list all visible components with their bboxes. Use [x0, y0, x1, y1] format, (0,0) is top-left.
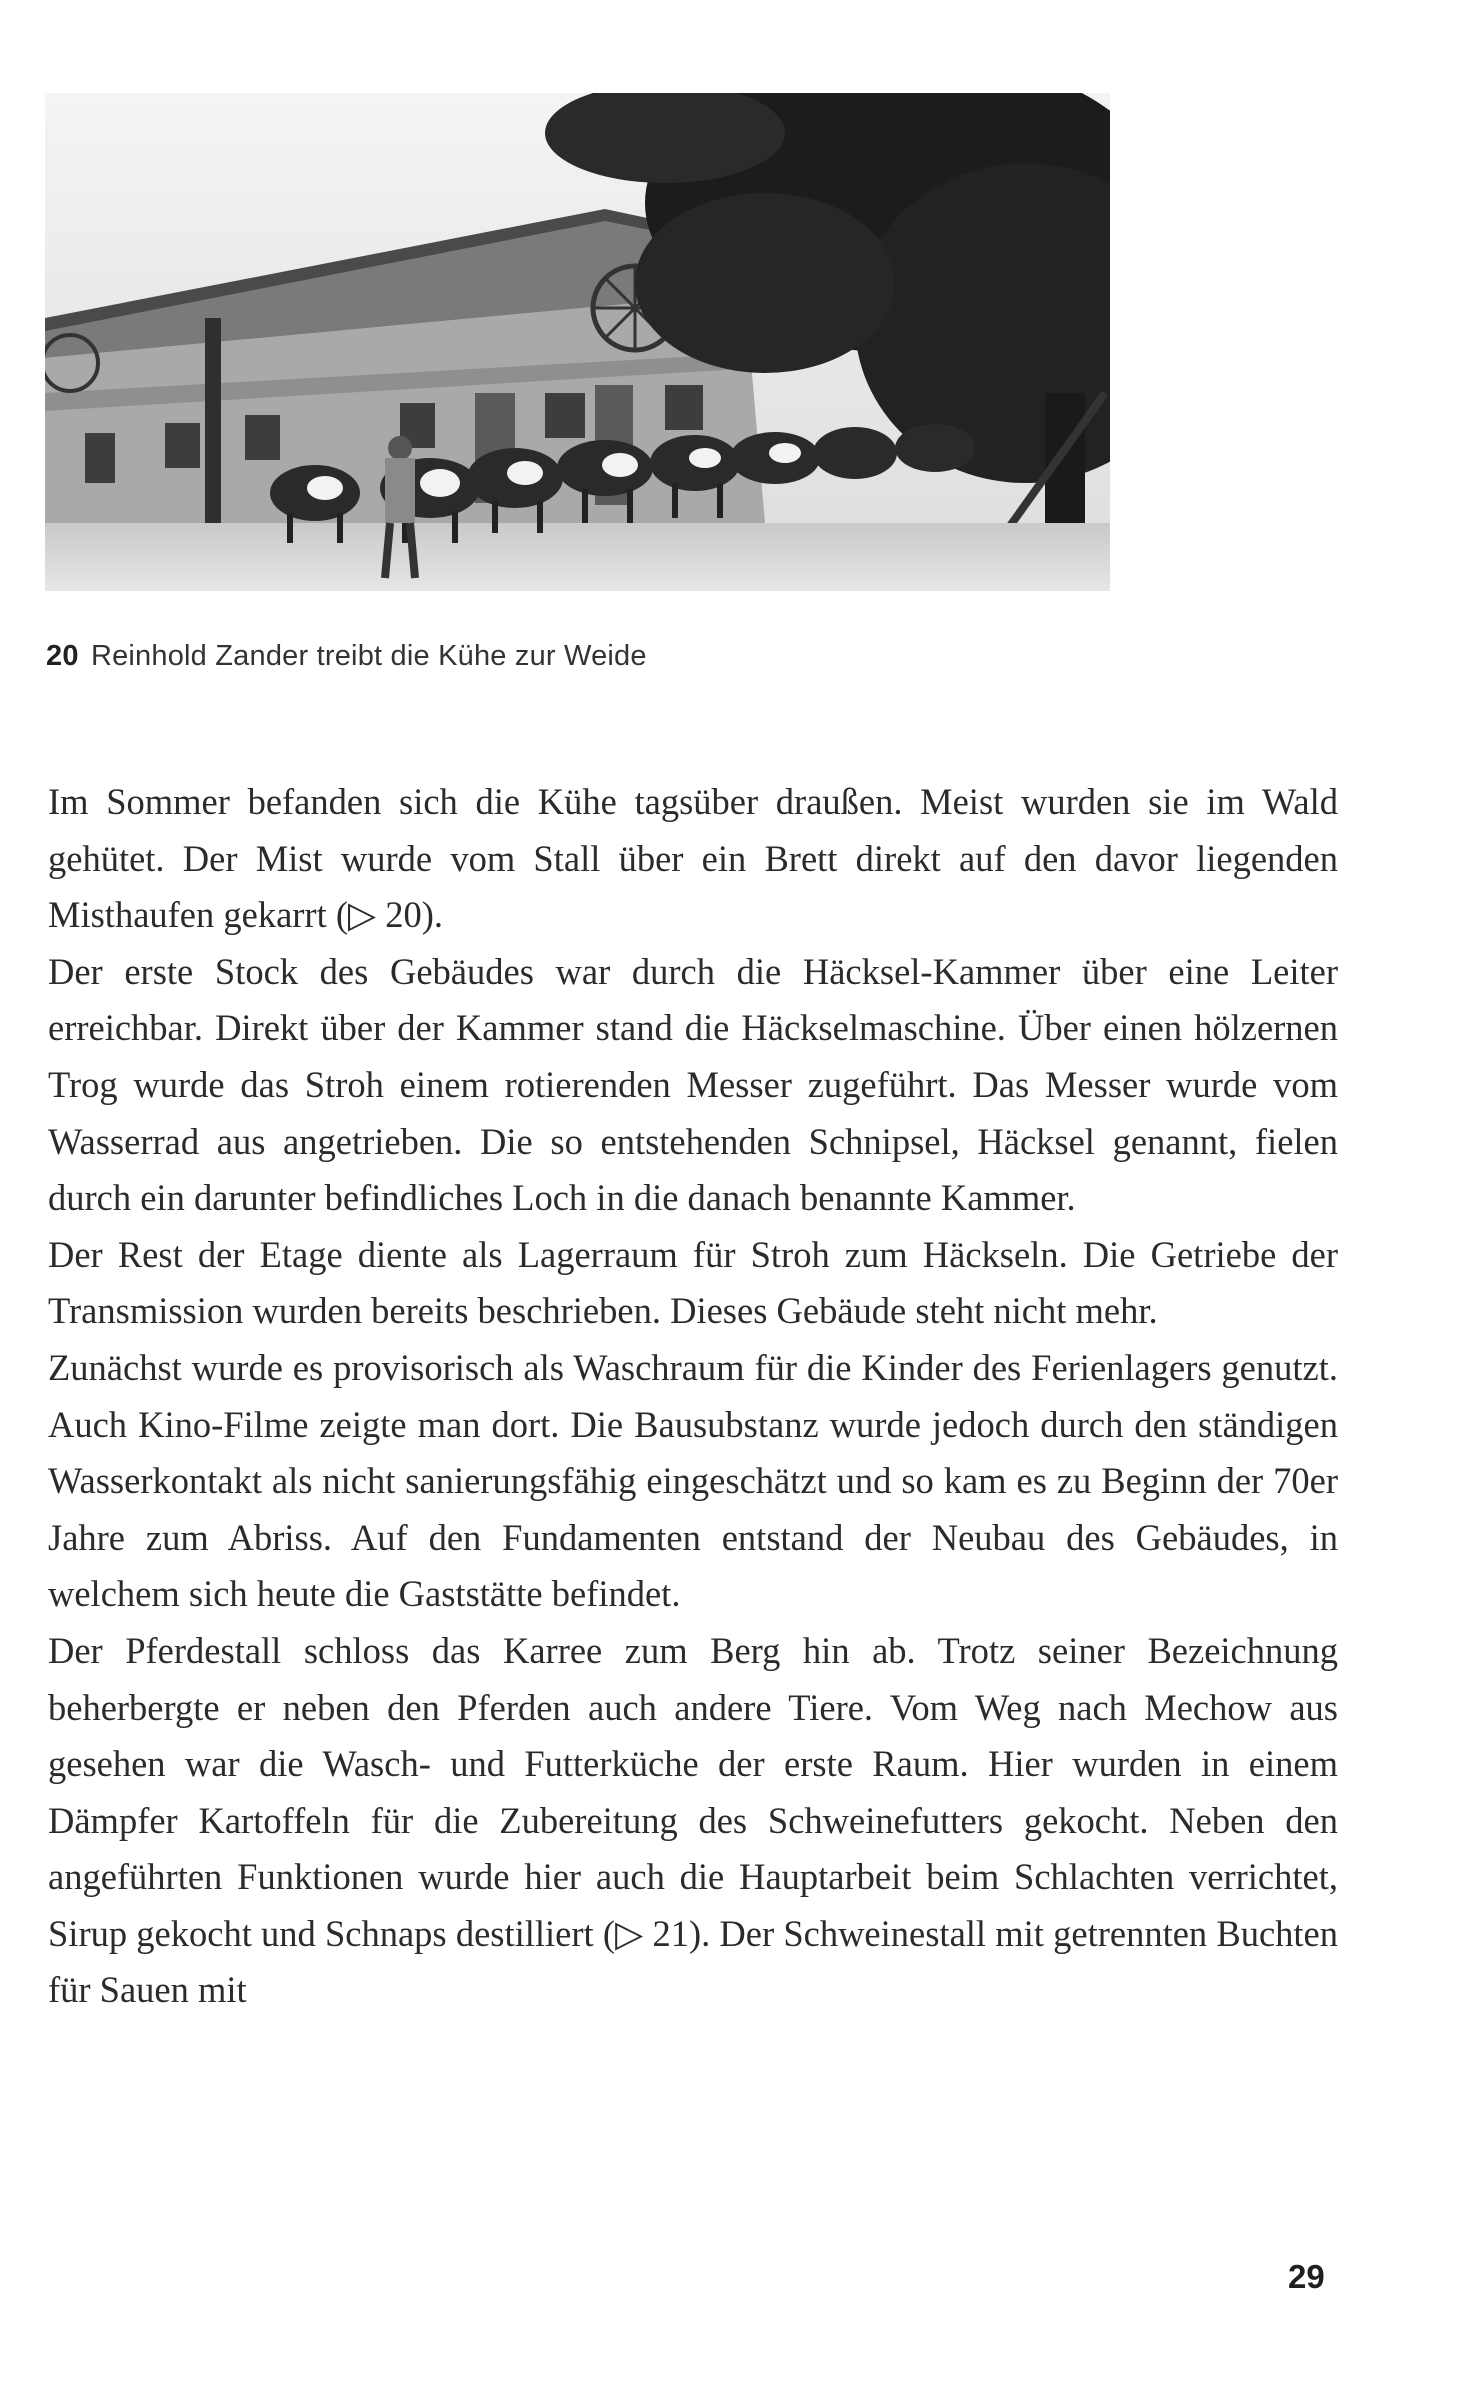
- paragraph-3: Der Rest der Etage diente als Lagerraum für Stroh zum Häckseln. Die Getriebe der Transmission wurden bereits beschrieben. Dieses Gebäude steht nicht mehr.: [48, 1233, 1338, 1332]
- paragraph-5: Der Pferdestall schloss das Karree zum Berg hin ab. Trotz seiner Bezeichnung beherbergte er neben den Pferden auch andere Tiere. Vom Weg nach Mechow aus gesehen war die Wasch- und Futterküche der erste Raum. Hier wurden in einem Dämpfer Kartoffeln für die Zubereitung des Schweinefutters gekocht. Neben den angeführten Funktionen wurde hier auch die Hauptarbeit beim Schlachten verrichtet, Sirup gekocht und Schnaps destilliert (▷ 21). Der Schweinestall mit getrennten Buchten für Sauen mit: [48, 1629, 1338, 2011]
- page-number: 29: [1288, 2258, 1325, 2295]
- figure-caption-text: Reinhold Zander treibt die Kühe zur Weide: [90, 640, 647, 672]
- paragraph-2: Der erste Stock des Gebäudes war durch die Häcksel-Kammer über eine Leiter erreichbar. Direkt über der Kammer stand die Häckselmaschine. Über einen hölzernen Trog wurde das Stroh einem rotierenden Messer zugeführt. Das Messer wurde vom Wasserrad aus angetrieben. Die so entstehenden Schnipsel, Häcksel genannt, fielen durch ein darunter befindliches Loch in die danach benannte Kammer.: [48, 950, 1338, 1219]
- figure-number: 20: [46, 640, 79, 672]
- barn-photo-illustration: [45, 93, 1110, 591]
- photo-cows-driven-to-pasture: [45, 93, 1110, 591]
- paragraph-1: Im Sommer befanden sich die Kühe tagsüber draußen. Meist wurden sie im Wald gehütet. Der Mist wurde vom Stall über ein Brett direkt auf den davor liegenden Misthaufen gekarrt (▷ 20).: [48, 781, 1338, 936]
- paragraph-4: Zunächst wurde es provisorisch als Waschraum für die Kinder des Ferienlagers genutzt. Auch Kino-Filme zeigte man dort. Die Bausubstanz wurde jedoch durch den ständigen Wasserkontakt als nicht sanierungsfähig eingeschätzt und so kam es zu Beginn der 70er Jahre zum Abriss. Auf den Fundamenten entstand der Neubau des Gebäudes, in welchem sich heute die Gaststätte befindet.: [48, 1346, 1338, 1615]
- body-text: [48, 774, 1338, 2019]
- figure-caption: [46, 640, 647, 673]
